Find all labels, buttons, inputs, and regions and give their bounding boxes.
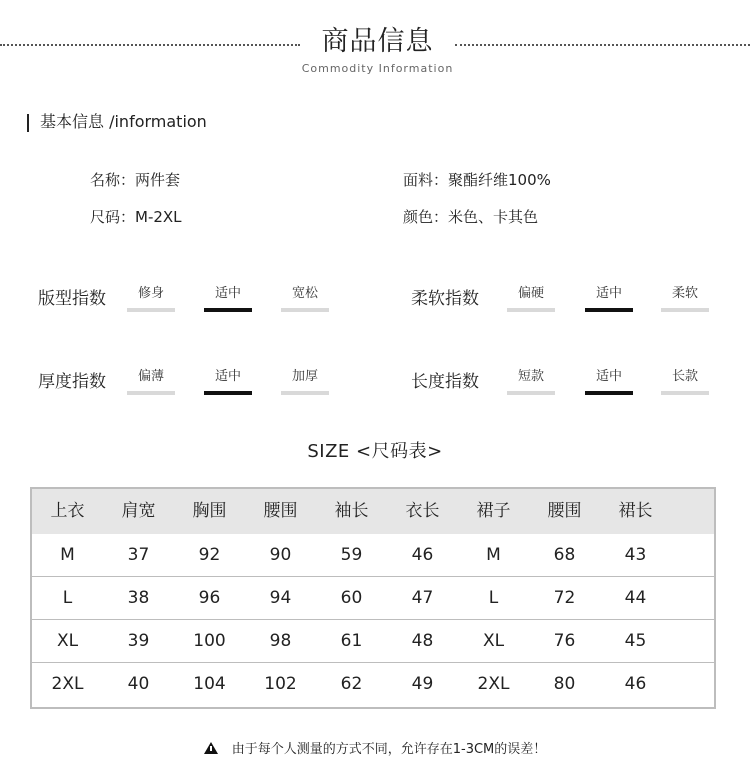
size-table (30, 487, 716, 709)
section-title: 基本信息 /information (40, 112, 207, 131)
table-header-cell: 上衣 (50, 501, 85, 521)
table-cell: 48 (411, 631, 434, 651)
table-cell: L (488, 588, 499, 608)
size-table-title: SIZE <尺码表> (307, 441, 443, 462)
table-cell: M (486, 545, 501, 565)
table-cell: XL (56, 631, 79, 651)
header-divider-right (455, 44, 750, 46)
fit-option-slim: 修身 (127, 286, 175, 312)
measurement-note (0, 740, 750, 760)
table-row-divider (32, 619, 714, 620)
table-row (32, 664, 714, 704)
table-cell: 72 (553, 588, 576, 608)
table-cell: 2XL (51, 674, 84, 694)
length-option-short: 短款 (507, 369, 555, 395)
table-cell: 37 (127, 545, 150, 565)
table-cell: L (62, 588, 73, 608)
table-cell: 45 (624, 631, 647, 651)
table-header-cell: 裙子 (476, 501, 511, 521)
table-cell: 80 (553, 674, 576, 694)
table-cell: 92 (198, 545, 221, 565)
table-cell: 46 (624, 674, 647, 694)
table-cell: 43 (624, 545, 647, 565)
header-divider-left (0, 44, 300, 46)
table-header-cell: 腰围 (547, 501, 582, 521)
page-subtitle: Commodity Information (301, 62, 454, 75)
table-cell: 98 (269, 631, 292, 651)
table-header-cell: 胸围 (192, 501, 227, 521)
table-cell: 68 (553, 545, 576, 565)
table-cell: 76 (553, 631, 576, 651)
table-cell: 90 (269, 545, 292, 565)
fit-option-regular: 适中 (204, 286, 252, 312)
warning-icon (204, 742, 218, 754)
info-name: 名称：两件套 (90, 171, 181, 189)
table-header-cell: 衣长 (405, 501, 440, 521)
table-cell: 59 (340, 545, 363, 565)
softness-option-hard: 偏硬 (507, 286, 555, 312)
softness-option-regular: 适中 (585, 286, 633, 312)
thickness-option-regular: 适中 (204, 369, 252, 395)
table-cell: 47 (411, 588, 434, 608)
table-cell: 44 (624, 588, 647, 608)
length-index-label: 长度指数 (411, 372, 479, 392)
table-row (32, 535, 714, 575)
table-header-cell: 腰围 (263, 501, 298, 521)
measurement-note-text: 由于每个人测量的方式不同，允许存在1-3CM的误差！ (231, 742, 547, 757)
table-row-divider (32, 662, 714, 663)
thickness-option-thin: 偏薄 (127, 369, 175, 395)
table-row-divider (32, 576, 714, 577)
table-row (32, 578, 714, 618)
table-header-cell: 袖长 (334, 501, 369, 521)
info-size: 尺码：M-2XL (90, 208, 182, 226)
section-marker (27, 114, 29, 132)
info-fabric: 面料：聚酯纤维100% (403, 171, 551, 189)
table-cell: 38 (127, 588, 150, 608)
table-cell: 40 (127, 674, 150, 694)
table-cell: 104 (193, 674, 226, 694)
table-row (32, 621, 714, 661)
table-cell: 102 (264, 674, 297, 694)
fit-index-label: 版型指数 (38, 289, 106, 309)
table-cell: 2XL (477, 674, 510, 694)
softness-index-label: 柔软指数 (411, 289, 479, 309)
table-cell: 60 (340, 588, 363, 608)
table-header-cell: 裙长 (618, 501, 653, 521)
thickness-index-label: 厚度指数 (38, 372, 106, 392)
table-cell: 62 (340, 674, 363, 694)
length-option-long: 长款 (661, 369, 709, 395)
table-cell: 39 (127, 631, 150, 651)
thickness-option-thick: 加厚 (281, 369, 329, 395)
table-cell: 49 (411, 674, 434, 694)
table-cell: 96 (198, 588, 221, 608)
length-option-regular: 适中 (585, 369, 633, 395)
table-cell: 46 (411, 545, 434, 565)
table-cell: XL (482, 631, 505, 651)
table-cell: 61 (340, 631, 363, 651)
table-header-cell: 肩宽 (121, 501, 156, 521)
softness-option-soft: 柔软 (661, 286, 709, 312)
page-title: 商品信息 (321, 26, 434, 57)
table-cell: 94 (269, 588, 292, 608)
table-cell: M (60, 545, 75, 565)
fit-option-loose: 宽松 (281, 286, 329, 312)
table-cell: 100 (193, 631, 226, 651)
info-color: 颜色：米色、卡其色 (403, 208, 539, 226)
table-header-row (32, 489, 714, 534)
